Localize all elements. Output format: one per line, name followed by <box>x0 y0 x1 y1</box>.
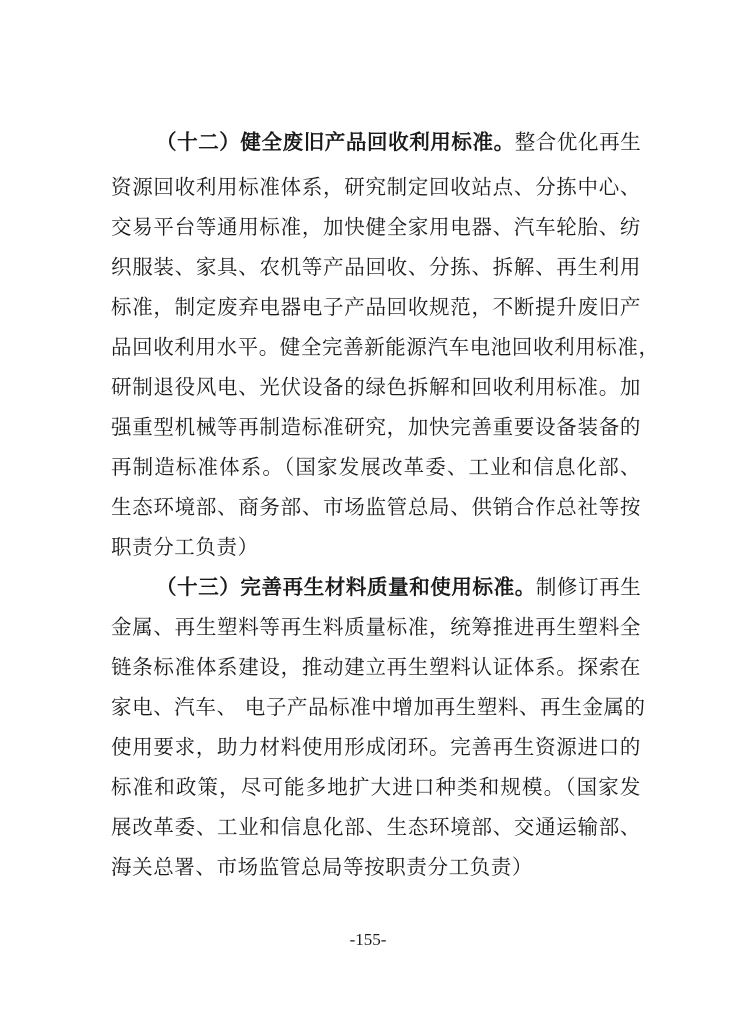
section-12-line-10: 生态环境部、商务部、市场监管总局、供销合作总社等按 <box>111 495 641 519</box>
section-12-line-11: 职责分工负责） <box>111 535 259 559</box>
section-12-line-6: 品回收利用水平。健全完善新能源汽车电池回收利用标准， <box>111 335 660 359</box>
section-12-line-9: 再制造标准体系。（国家发展改革委、工业和信息化部、 <box>111 455 641 479</box>
section-13-line-5: 使用要求，助力材料使用形成闭环。完善再生资源进口的 <box>111 735 641 759</box>
section-13-line-1 <box>156 570 641 604</box>
section-13-line-2: 金属、再生塑料等再生料质量标准，统筹推进再生塑料全 <box>111 615 641 639</box>
page-number: -155- <box>349 930 387 949</box>
section-12-line-8: 强重型机械等再制造标准研究，加快完善重要设备装备的 <box>111 415 641 439</box>
section-13-line-8: 海关总署、市场监管总局等按职责分工负责） <box>111 855 533 879</box>
section-13-line-7: 展改革委、工业和信息化部、生态环境部、交通运输部、 <box>111 815 641 839</box>
section-12-line-1 <box>156 125 641 159</box>
section-12-line-3: 交易平台等通用标准，加快健全家用电器、汽车轮胎、纺 <box>111 215 641 239</box>
section-12-line-7: 研制退役风电、光伏设备的绿色拆解和回收利用标准。加 <box>111 375 641 399</box>
section-12-line-5: 标准，制定废弃电器电子产品回收规范，不断提升废旧产 <box>111 295 641 319</box>
section-13-line-3: 链条标准体系建设，推动建立再生塑料认证体系。探索在 <box>111 655 641 679</box>
section-12-heading: （十二）健全废旧产品回收利用标准。 <box>156 130 515 154</box>
section-13-line-6: 标准和政策，尽可能多地扩大进口种类和规模。（国家发 <box>111 775 641 799</box>
section-13-line-4: 家电、汽车、 电子产品标准中增加再生塑料、再生金属的 <box>111 695 646 719</box>
section-13-heading: （十三）完善再生材料质量和使用标准。 <box>156 575 536 599</box>
section-12-line-4: 织服装、家具、农机等产品回收、分拣、拆解、再生利用 <box>111 255 641 279</box>
section-12-text: 整合优化再生 <box>514 130 642 154</box>
section-12-line-2: 资源回收利用标准体系，研究制定回收站点、分拣中心、 <box>111 175 641 199</box>
section-13-text: 制修订再生 <box>535 575 642 599</box>
